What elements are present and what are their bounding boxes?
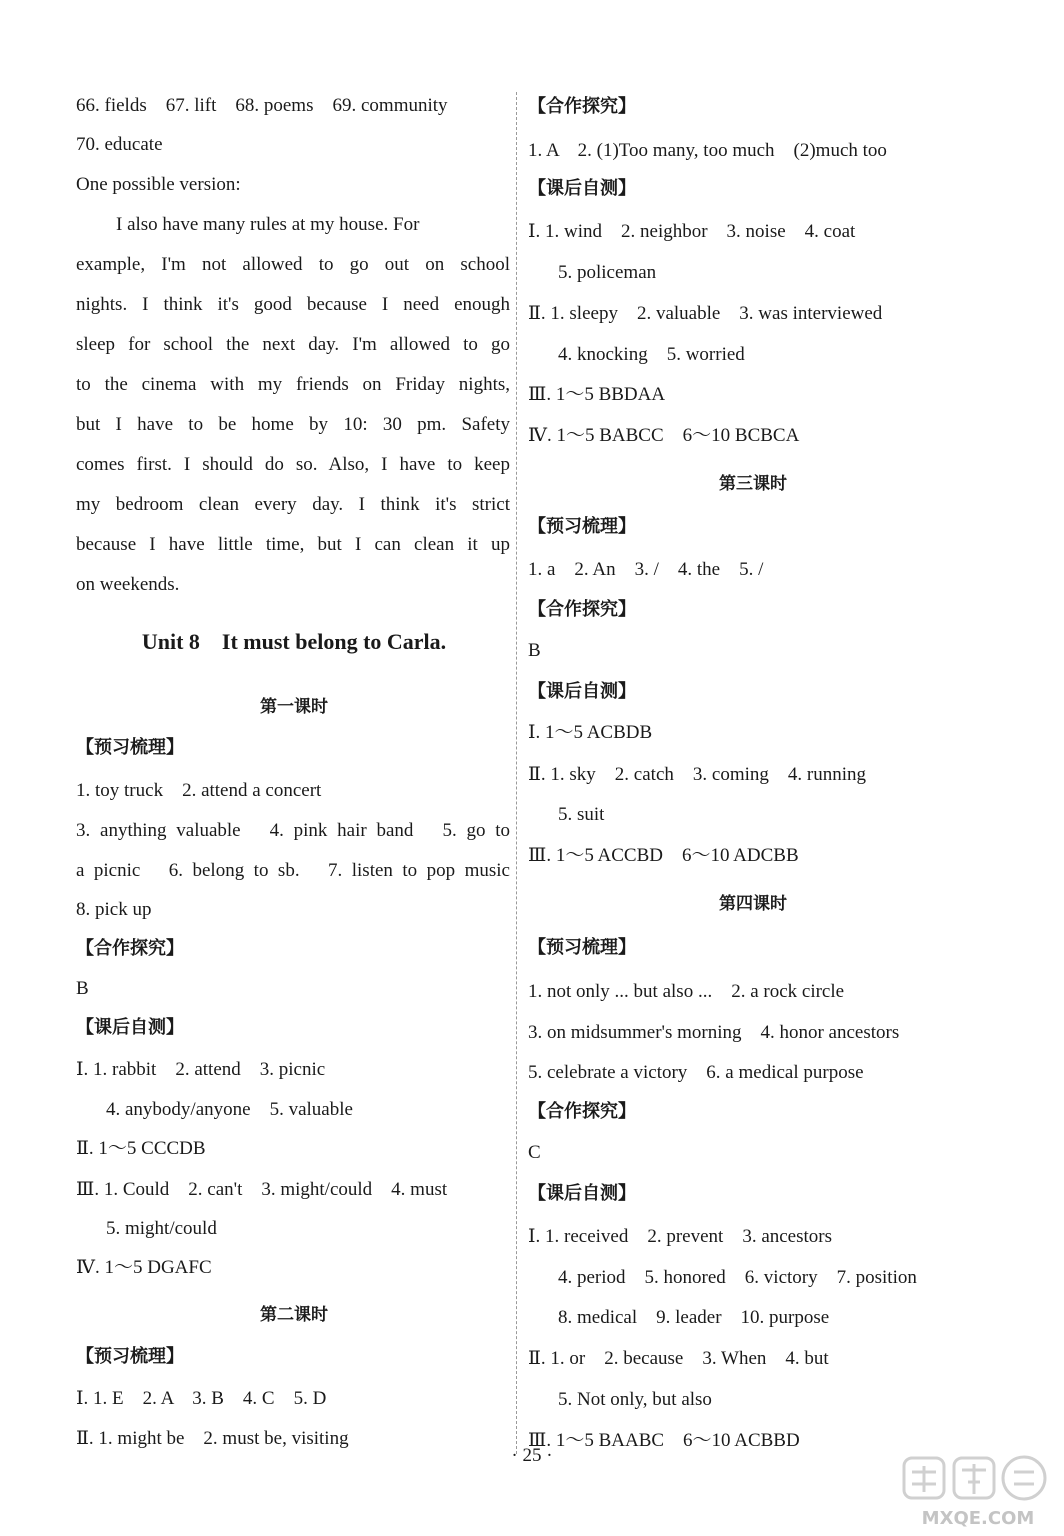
essay-line: example, I'm not allowed to go out on school xyxy=(76,254,510,275)
page-number: · 25 · xyxy=(511,1445,553,1466)
essay-heading: One possible version: xyxy=(76,174,241,195)
answer-line: Ⅰ. 1. received 2. prevent 3. ancestors xyxy=(528,1226,833,1247)
answer-line: 5. suit xyxy=(558,804,605,825)
answer-line: Ⅰ. 1. rabbit 2. attend 3. picnic xyxy=(76,1059,326,1080)
section-heading: 【预习梳理】 xyxy=(528,937,636,958)
answer-line: 5. Not only, but also xyxy=(558,1389,712,1410)
answer-line: Ⅰ. 1～5 ACBDB xyxy=(528,722,653,743)
essay-line: because I have little time, but I can clean it up xyxy=(76,534,510,555)
answer-line: 4. anybody/anyone 5. valuable xyxy=(106,1099,353,1120)
answer-line: 70. educate xyxy=(76,134,163,155)
answer-line: 3. on midsummer's morning 4. honor ancestors xyxy=(528,1022,900,1043)
answer-line: 5. celebrate a victory 6. a medical purpose xyxy=(528,1062,864,1083)
watermark-logo xyxy=(898,1452,1058,1532)
answer-line: 4. knocking 5. worried xyxy=(558,344,745,365)
answer-line: 3. anything valuable 4. pink hair band 5. go to xyxy=(76,820,510,841)
answer-line: 4. period 5. honored 6. victory 7. position xyxy=(558,1267,917,1288)
section-heading: 【预习梳理】 xyxy=(76,1346,184,1367)
essay-line: on weekends. xyxy=(76,574,180,595)
column-divider xyxy=(516,92,517,1454)
answer-line: B xyxy=(528,640,541,661)
answer-line: 5. might/could xyxy=(106,1218,217,1239)
essay-line: my bedroom clean every day. I think it's strict xyxy=(76,494,510,515)
section-heading: 【合作探究】 xyxy=(76,938,184,959)
unit-title: Unit 8 It must belong to Carla. xyxy=(141,629,447,654)
essay-line: to the cinema with my friends on Friday nights, xyxy=(76,374,510,395)
section-heading: 【合作探究】 xyxy=(528,599,636,620)
answer-line: 1. a 2. An 3. / 4. the 5. / xyxy=(528,559,764,580)
lesson-heading: 第一课时 xyxy=(260,697,328,717)
answer-line: Ⅱ. 1. sleepy 2. valuable 3. was interviewed xyxy=(528,303,883,324)
answer-line: 8. medical 9. leader 10. purpose xyxy=(558,1307,830,1328)
answer-line: Ⅱ. 1～5 CCCDB xyxy=(76,1138,206,1159)
section-heading: 【课后自测】 xyxy=(76,1017,184,1038)
answer-line: Ⅲ. 1～5 BBDAA xyxy=(528,384,666,405)
answer-line: Ⅲ. 1. Could 2. can't 3. might/could 4. must xyxy=(76,1179,448,1200)
section-heading: 【预习梳理】 xyxy=(76,737,184,758)
essay-line: I also have many rules at my house. For xyxy=(116,214,420,235)
svg-text:MXQE.COM: MXQE.COM xyxy=(921,1508,1035,1529)
answer-line: a picnic 6. belong to sb. 7. listen to pop music xyxy=(76,860,510,881)
answer-line: 5. policeman xyxy=(558,262,657,283)
answer-line: C xyxy=(528,1142,541,1163)
answer-line: Ⅳ. 1～5 DGAFC xyxy=(76,1257,212,1278)
answer-line: B xyxy=(76,978,89,999)
answer-line: Ⅲ. 1～5 ACCBD 6～10 ADCBB xyxy=(528,845,799,866)
essay-line: sleep for school the next day. I'm allowed to go xyxy=(76,334,510,355)
section-heading: 【合作探究】 xyxy=(528,1101,636,1122)
answer-line: Ⅱ. 1. sky 2. catch 3. coming 4. running xyxy=(528,764,866,785)
section-heading: 【预习梳理】 xyxy=(528,516,636,537)
answer-line: Ⅰ. 1. wind 2. neighbor 3. noise 4. coat xyxy=(528,221,856,242)
section-heading: 【课后自测】 xyxy=(528,681,636,702)
answer-line: Ⅰ. 1. E 2. A 3. B 4. C 5. D xyxy=(76,1388,327,1409)
answer-line: Ⅱ. 1. or 2. because 3. When 4. but xyxy=(528,1348,829,1369)
essay-line: comes first. I should do so. Also, I have to keep xyxy=(76,454,510,475)
section-heading: 【课后自测】 xyxy=(528,1183,636,1204)
section-heading: 【课后自测】 xyxy=(528,178,636,199)
essay-line: nights. I think it's good because I need enough xyxy=(76,294,510,315)
lesson-heading: 第三课时 xyxy=(719,474,787,494)
answer-line: 1. toy truck 2. attend a concert xyxy=(76,780,322,801)
essay-line: but I have to be home by 10: 30 pm. Safety xyxy=(76,414,510,435)
lesson-heading: 第四课时 xyxy=(719,894,787,914)
answer-line: Ⅳ. 1～5 BABCC 6～10 BCBCA xyxy=(528,425,800,446)
section-heading: 【合作探究】 xyxy=(528,96,636,117)
answer-line: Ⅲ. 1～5 BAABC 6～10 ACBBD xyxy=(528,1430,800,1451)
lesson-heading: 第二课时 xyxy=(260,1305,328,1325)
answer-line: 66. fields 67. lift 68. poems 69. community xyxy=(76,95,448,116)
answer-line: Ⅱ. 1. might be 2. must be, visiting xyxy=(76,1428,349,1449)
answer-line: 8. pick up xyxy=(76,899,152,920)
answer-line: 1. not only ... but also ... 2. a rock circle xyxy=(528,981,845,1002)
answer-line: 1. A 2. (1)Too many, too much (2)much too xyxy=(528,140,887,161)
